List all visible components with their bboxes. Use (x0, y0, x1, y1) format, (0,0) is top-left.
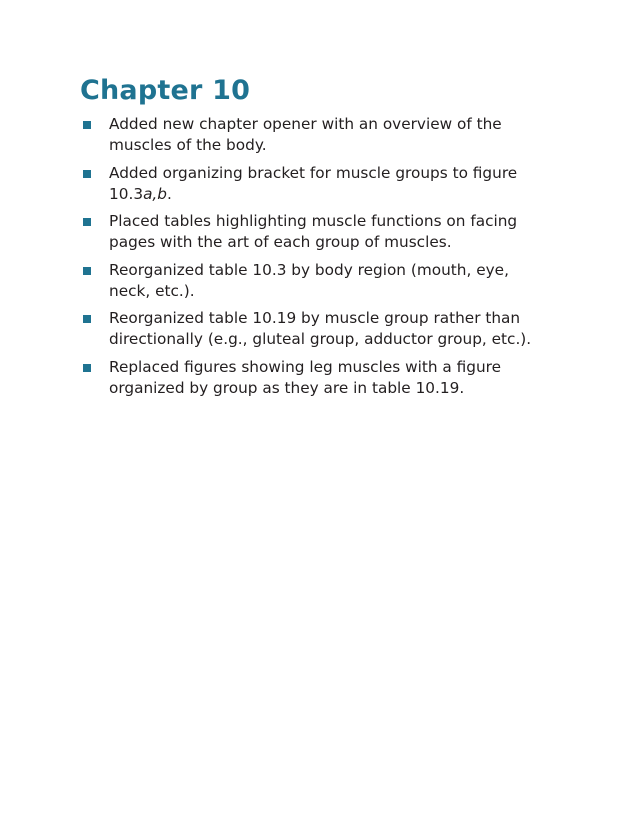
square-bullet-icon (83, 170, 91, 178)
change-list (80, 114, 550, 405)
list-item (80, 308, 550, 350)
list-item (80, 163, 550, 205)
list-item-text: Added organizing bracket for muscle groups to figure 10.3a,b. (109, 163, 518, 203)
list-item (80, 211, 550, 253)
list-item-text: Replaced figures showing leg muscles with a figure organized by group as they are in table 10.19. (109, 357, 502, 397)
list-item-text: Added new chapter opener with an overview of the muscles of the body. (109, 115, 502, 154)
list-item-text: Reorganized table 10.19 by muscle group rather than directionally (e.g., gluteal group, adductor group, etc.). (109, 309, 532, 348)
square-bullet-icon (83, 267, 91, 275)
square-bullet-icon (83, 218, 91, 226)
list-item-text: Reorganized table 10.3 by body region (mouth, eye, neck, etc.). (109, 260, 509, 300)
square-bullet-icon (83, 315, 91, 323)
list-item-text: Placed tables highlighting muscle functions on facing pages with the art of each group of muscles. (109, 212, 518, 251)
list-item (80, 357, 550, 399)
list-item (80, 114, 550, 156)
list-item (80, 260, 550, 302)
square-bullet-icon (83, 364, 91, 372)
figure-panel-reference: a,b (143, 184, 168, 203)
square-bullet-icon (83, 121, 91, 129)
chapter-title: Chapter 10 (80, 75, 251, 106)
